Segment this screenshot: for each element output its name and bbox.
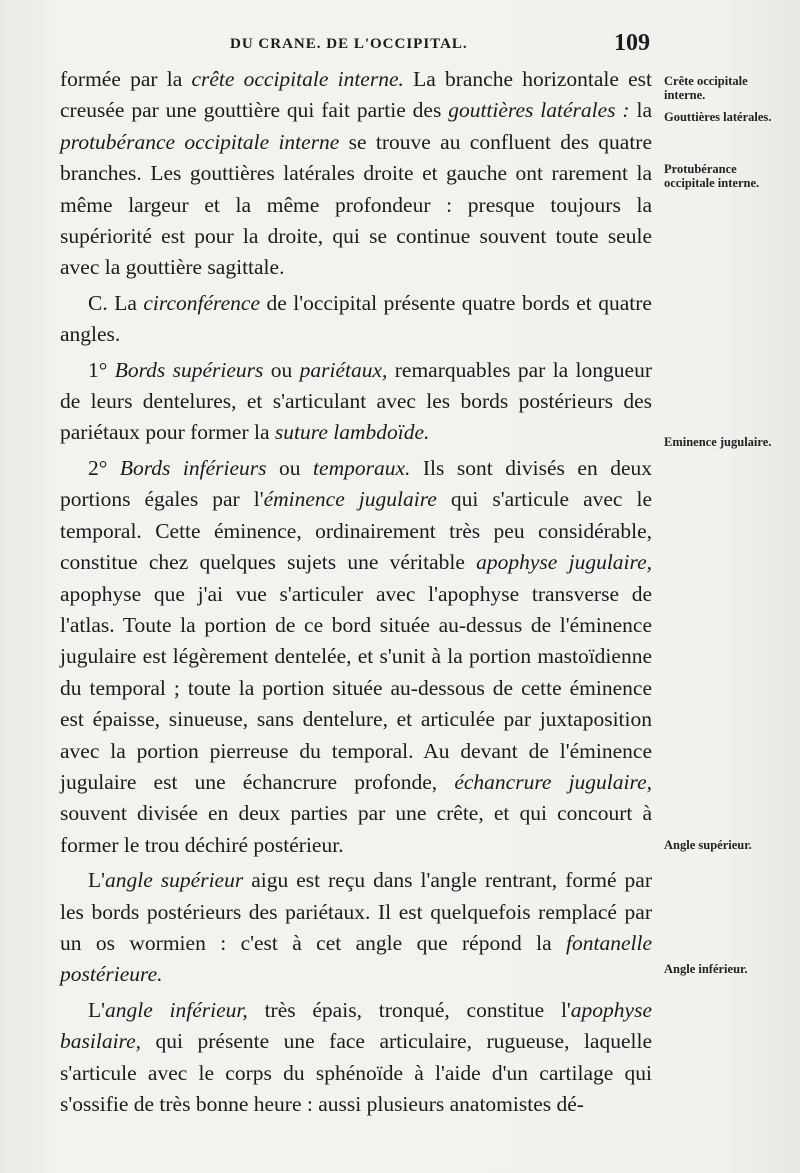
italic-term: gouttières latérales : [448,98,630,123]
paragraph-angle-superieur [60,865,652,991]
text-run: qui s'articule avec le temporal. Cette éminence, ordinairement très peu considérable, constitue chez quelques sujets une véritable [60,487,652,575]
text-run: ou [266,455,314,480]
italic-term: apophyse jugulaire, [476,550,652,575]
italic-term: Bords inférieurs [119,455,267,480]
text-run: qui présente une face articulaire, rugueuse, laquelle s'articule avec le corps du sphénoïde à l'aide d'un cartilage qui s'ossifie de très bonne heure : aussi plusieurs anatomistes dé- [60,1029,652,1116]
text-run: L' [88,997,106,1022]
page-header [140,30,650,58]
text-run: très épais, tronqué, constitue l' [247,997,571,1022]
text-run: se trouve au confluent des quatre branches. Les gouttières latérales droite et gauche ont rarement la même largeur et la même profondeur : presque toujours la supériorité est pour la droite, qui se continue souvent toute seule avec la gouttière sagittale. [60,129,652,280]
italic-term: apophyse basilaire, [60,997,652,1054]
margin-note-gouttieres: Gouttières latérales. [664,110,772,124]
page-number: 109 [614,30,650,56]
paragraph-circonference [60,288,652,351]
italic-term: temporaux. [313,455,411,480]
text-run: ou [263,357,300,382]
text-run: de l'occipital présente quatre bords et quatre angles. [60,290,652,347]
italic-term: circonférence [143,290,260,315]
text-run: apophyse que j'ai vue s'articuler avec l'apophyse transverse de l'atlas. Toute la portion de ce bord située au-dessus de l'éminence jugulaire est légèrement dentelée, et s'unit à la portion mastoïdienne du temporal ; toute la portion située au-dessous de cette éminence est épaisse, sinueuse, sans dentelure, et articulée par juxtaposition avec la portion pierreuse du temporal. Au devant de l'éminence jugulaire est une échancrure profonde, [60,581,652,794]
text-run: formée par la [60,67,192,91]
paragraph-crete-occipitale [60,64,652,284]
italic-term: fontanelle postérieure. [60,930,652,987]
italic-term: crête occipitale interne. [191,67,404,91]
main-text [60,64,652,1120]
text-run: La branche horizontale est creusée par une gouttière qui fait partie des [60,67,652,123]
italic-term: pariétaux, [299,357,388,382]
margin-note-angle-superieur: Angle supérieur. [664,838,752,852]
italic-term: protubérance occipitale interne [60,129,340,154]
italic-term: angle inférieur, [105,997,248,1022]
margin-note-protuberance: Protubérance occipitale interne. [664,162,760,190]
text-run: souvent divisée en deux parties par une crête, et qui concourt à former le trou déchiré postérieur. [60,801,652,857]
text-run: C. La [88,290,144,315]
text-run: remarquables par la longueur de leurs dentelures, et s'articulant avec les bords postérieurs des pariétaux pour former la [60,357,652,445]
paragraph-angle-inferieur [60,995,652,1121]
running-title: DU CRANE. DE L'OCCIPITAL. [230,36,468,52]
text-run: L' [88,868,106,893]
italic-term: échancrure jugulaire, [454,769,652,794]
italic-term: suture lambdoïde. [274,420,430,445]
text-run: la [629,98,652,123]
margin-note-angle-inferieur: Angle inférieur. [664,962,748,976]
italic-term: Bords supérieurs [114,357,264,382]
text-run: 2° [88,455,120,480]
italic-term: éminence jugulaire [263,487,437,512]
italic-term: angle supérieur [105,868,244,893]
margin-note-eminence: Eminence jugulaire. [664,435,772,449]
paragraph-bords-inferieurs [60,453,652,861]
text-run: Ils sont divisés en deux portions égales par l' [60,455,653,512]
text-run: 1° [88,357,115,382]
text-run: aigu est reçu dans l'angle rentrant, formé par les bords postérieurs des pariétaux. Il est quelquefois remplacé par un os wormien : c'est à cet angle que répond la [60,868,652,955]
margin-note-crete: Crête occipitale interne. [664,74,748,102]
paragraph-bords-superieurs [60,355,652,449]
